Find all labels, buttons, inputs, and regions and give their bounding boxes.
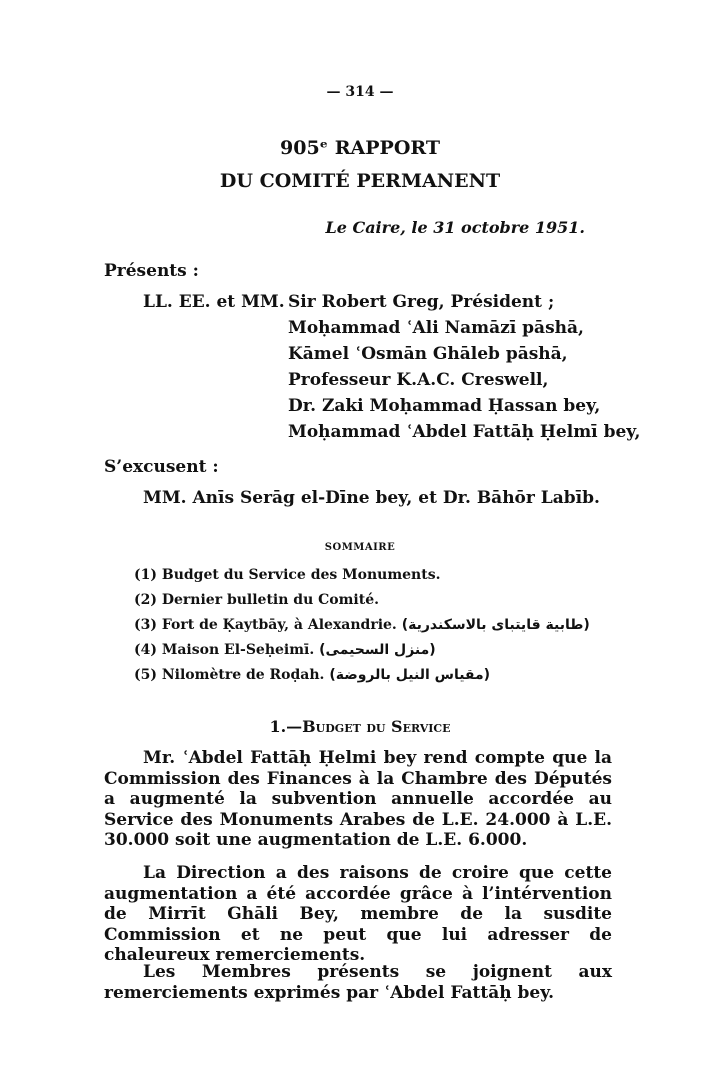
page-number: — 314 — <box>326 84 394 100</box>
sommaire-item-text: (3) Fort de Ḳaytbāy, à Alexandrie. <box>134 617 397 633</box>
paragraph: Les Membres présents se joignent aux remerciements exprimés par ʿAbdel Fattāḥ bey. <box>104 962 612 1003</box>
presents-prefix: LL. EE. et MM. <box>143 292 285 312</box>
section-heading: 1.—Budget du Service <box>269 717 451 736</box>
sommaire-item-arabic: (منزل السحيمى) <box>319 642 436 658</box>
sommaire-item-arabic: (طابية قايتباى بالاسكندرية) <box>401 617 590 633</box>
member-line: Moḥammad ʿAli Namāzī pāshā, <box>288 318 584 338</box>
member-line: Sir Robert Greg, Président ; <box>288 292 555 312</box>
excusent-label: S’excusent : <box>104 457 219 477</box>
sommaire-item-text: (5) Nilomètre de Roḍah. <box>134 667 325 683</box>
member-line: Moḥammad ʿAbdel Fattāḥ Ḥelmī bey, <box>288 422 641 442</box>
paragraph: La Direction a des raisons de croire que cette augmentation a été accordée grâce à l’intérvention de Mirrīt Ghāli Bey, membre de la susdite Commission et ne peut que lui adresser de chaleureux remerciements. <box>104 863 612 965</box>
member-line: Kāmel ʿOsmān Ghāleb pāshā, <box>288 344 568 364</box>
sommaire-item-text: (1) Budget du Service des Monuments. <box>134 567 441 583</box>
sommaire-item-text: (4) Maison El-Seḥeimī. <box>134 642 315 658</box>
sommaire-heading: SOMMAIRE <box>324 542 396 553</box>
excusent-line: MM. Anīs Serāg el-Dīne bey, et Dr. Bāhōr Labīb. <box>143 488 600 508</box>
dateline: Le Caire, le 31 octobre 1951. <box>325 218 585 237</box>
report-title-line-1: 905ᵉ RAPPORT <box>280 137 440 159</box>
presents-label: Présents : <box>104 261 199 281</box>
sommaire-item <box>134 667 490 683</box>
sommaire-item <box>134 642 436 658</box>
report-title-line-2: DU COMITÉ PERMANENT <box>219 170 501 192</box>
member-line: Dr. Zaki Moḥammad Ḥassan bey, <box>288 396 601 416</box>
member-line: Professeur K.A.C. Creswell, <box>288 370 549 390</box>
sommaire-item-arabic: (مقياس النيل بالروضة) <box>329 667 491 683</box>
paragraph: Mr. ʿAbdel Fattāḥ Ḥelmi bey rend compte que la Commission des Finances à la Chambre des Députés a augmenté la subvention annuelle accordée au Service des Monuments Arabes de L.E. 24.000 à L.E. 30.000 soit une augmentation de L.E. 6.000. <box>104 748 612 850</box>
sommaire-item <box>134 617 590 633</box>
sommaire-item-text: (2) Dernier bulletin du Comité. <box>134 592 379 608</box>
sommaire-item <box>134 567 440 583</box>
sommaire-item <box>134 592 379 608</box>
